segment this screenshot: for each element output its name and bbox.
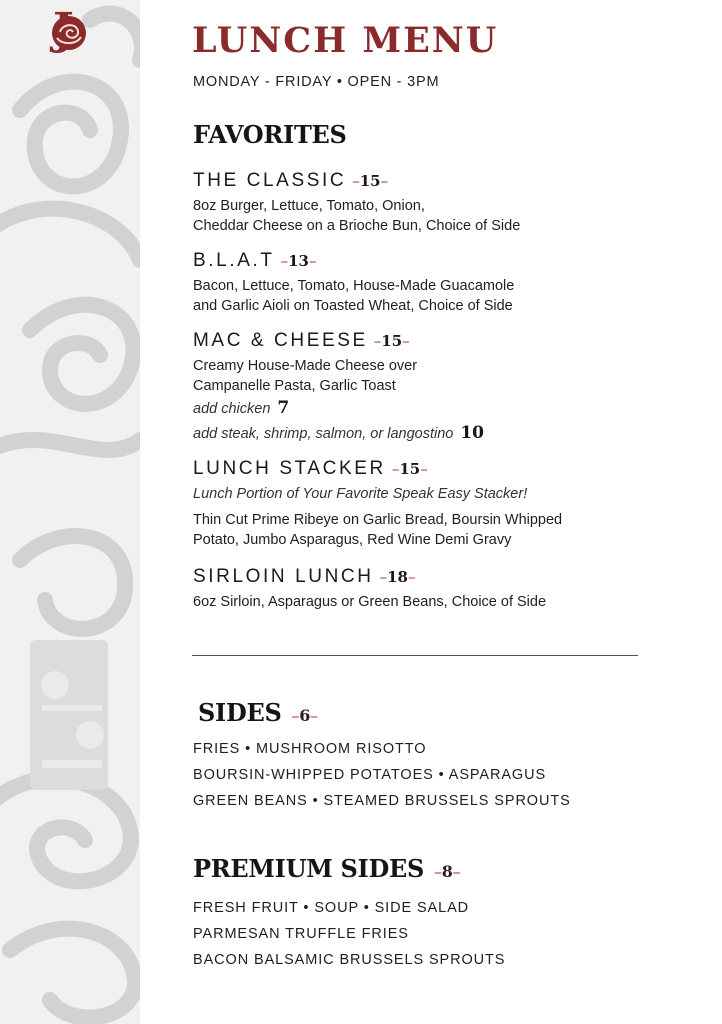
item-name: B.L.A.T xyxy=(193,250,275,271)
addon-price: 7 xyxy=(277,398,290,418)
addon-label: add chicken xyxy=(193,401,271,417)
addon-label: add steak, shrimp, salmon, or langostino xyxy=(193,426,454,442)
addon-price: 10 xyxy=(460,423,484,443)
premium-sides-heading: PREMIUM SIDES –8– xyxy=(193,854,461,883)
item-price: 18 xyxy=(387,568,408,586)
list-item: FRIES • MUSHROOM RISOTTO xyxy=(193,741,427,757)
decorative-sidebar xyxy=(0,0,140,1024)
sides-heading: SIDES –6– xyxy=(198,698,318,727)
item-name: SIRLOIN LUNCH xyxy=(193,566,374,587)
list-item: PARMESAN TRUFFLE FRIES xyxy=(193,926,409,942)
item-description-line: Creamy House-Made Cheese over xyxy=(193,358,418,374)
page-title: LUNCH MENU xyxy=(192,20,499,61)
favorites-heading: FAVORITES xyxy=(193,120,347,149)
item-description-line: Bacon, Lettuce, Tomato, House-Made Guacamole xyxy=(193,278,515,294)
sides-list xyxy=(193,736,571,814)
item-price: 15 xyxy=(399,460,421,478)
rose-icon xyxy=(48,12,90,54)
rose-pattern-icon xyxy=(0,0,140,1024)
premium-sides-heading-text: PREMIUM SIDES xyxy=(193,854,425,883)
item-description-line: Cheddar Cheese on a Brioche Bun, Choice of Side xyxy=(193,218,521,234)
menu-item-blat: B.L.A.T –13– Bacon, Lettuce, Tomato, House-Made Guacamole and Garlic Aioli on Toasted Wheat, Choice of Side xyxy=(193,250,653,316)
item-name: MAC & CHEESE xyxy=(193,330,368,351)
item-description-line: Potato, Jumbo Asparagus, Red Wine Demi Gravy xyxy=(193,532,512,548)
item-name: THE CLASSIC xyxy=(193,170,347,191)
sides-price: 6 xyxy=(299,706,311,725)
logo xyxy=(48,12,98,102)
section-divider xyxy=(192,655,638,656)
list-item: GREEN BEANS • STEAMED BRUSSELS SPROUTS xyxy=(193,793,571,809)
menu-item-lunch-stacker: LUNCH STACKER –15– Lunch Portion of Your Favorite Speak Easy Stacker! Thin Cut Prime Ribeye on Garlic Bread, Boursin Whipped Potato, Jumbo Asparagus, Red Wine Demi Gravy xyxy=(193,458,653,550)
menu-item-the-classic: THE CLASSIC –15– 8oz Burger, Lettuce, Tomato, Onion, Cheddar Cheese on a Brioche Bun, Choice of Side xyxy=(193,170,653,236)
sides-heading-text: SIDES xyxy=(198,698,282,727)
item-description-line: 6oz Sirloin, Asparagus or Green Beans, Choice of Side xyxy=(193,594,547,610)
menu-item-sirloin-lunch: SIRLOIN LUNCH –18– 6oz Sirloin, Asparagus or Green Beans, Choice of Side xyxy=(193,566,653,612)
item-tagline: Lunch Portion of Your Favorite Speak Easy Stacker! xyxy=(193,486,528,502)
item-price: 15 xyxy=(359,172,381,190)
premium-sides-list xyxy=(193,895,505,973)
item-description-line: 8oz Burger, Lettuce, Tomato, Onion, xyxy=(193,198,425,214)
item-description-line: Thin Cut Prime Ribeye on Garlic Bread, Boursin Whipped xyxy=(193,512,563,528)
item-description-line: and Garlic Aioli on Toasted Wheat, Choice of Side xyxy=(193,298,513,314)
list-item: FRESH FRUIT • SOUP • SIDE SALAD xyxy=(193,900,470,916)
item-description-line: Campanelle Pasta, Garlic Toast xyxy=(193,378,396,394)
addon-row xyxy=(193,421,653,446)
item-price: 15 xyxy=(381,332,403,350)
item-name: LUNCH STACKER xyxy=(193,458,386,479)
addon-row xyxy=(193,396,653,421)
list-item: BACON BALSAMIC BRUSSELS SPROUTS xyxy=(193,952,506,968)
premium-sides-price: 8 xyxy=(441,862,453,881)
menu-item-mac-and-cheese: MAC & CHEESE –15– Creamy House-Made Cheese over Campanelle Pasta, Garlic Toast add chicken 7 add steak, shrimp, salmon, or langostino 10 xyxy=(193,330,653,446)
list-item: BOURSIN-WHIPPED POTATOES • ASPARAGUS xyxy=(193,767,547,783)
item-price: 13 xyxy=(288,252,309,270)
hours-text: MONDAY - FRIDAY • OPEN - 3PM xyxy=(193,74,440,90)
